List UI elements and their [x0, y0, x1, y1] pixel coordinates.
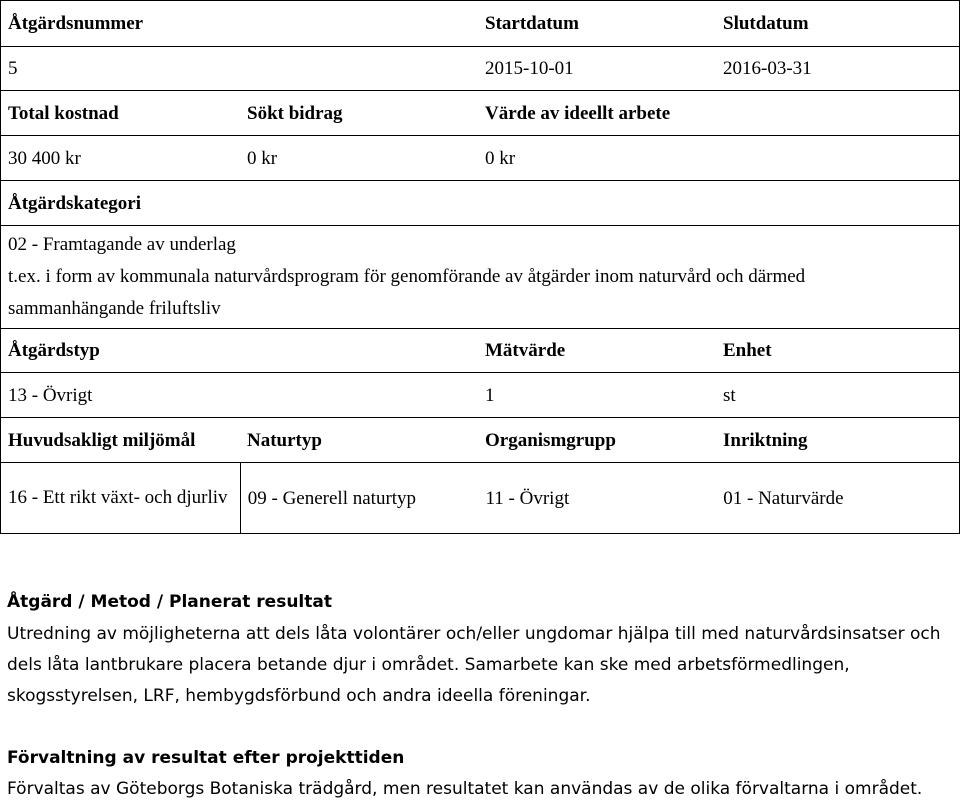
header-row-typ — [1, 329, 959, 373]
header-row-costs — [1, 91, 959, 136]
value-row-dates — [1, 47, 959, 91]
header-organismgrupp: Organismgrupp — [485, 429, 616, 451]
value-row-costs — [1, 136, 959, 181]
header-atgardstyp: Åtgärdstyp — [8, 340, 100, 361]
header-miljomal: Huvudsakligt miljömål — [8, 429, 196, 451]
value-atgardstyp: 13 - Övrigt — [8, 384, 93, 406]
value-atgardskategori — [1, 226, 957, 328]
header-inriktning: Inriktning — [723, 429, 808, 451]
value-organismgrupp: 11 - Övrigt — [485, 487, 570, 509]
value-inriktning: 01 - Naturvärde — [723, 487, 844, 509]
header-enhet: Enhet — [723, 340, 772, 361]
value-total-kostnad: 30 400 kr — [8, 147, 81, 169]
value-startdatum: 2015-10-01 — [485, 58, 574, 79]
value-matvarde: 1 — [485, 384, 495, 406]
header-spacer — [240, 1, 478, 46]
kategori-description: t.ex. i form av kommunala naturvårdsprogram för genomförande av åtgärder inom naturvård och därmed sammanhängande friluftsliv — [8, 266, 806, 319]
metod-title: Åtgärd / Metod / Planerat resultat — [7, 592, 332, 612]
forvaltning-text: Förvaltas av Göteborgs Botaniska trädgård, men resultatet kan användas av de olika förvaltarna i området. — [7, 779, 923, 799]
value-enhet: st — [723, 384, 736, 406]
value-row-typ — [1, 373, 959, 418]
header-row-miljo — [1, 418, 959, 463]
header-varde-ideellt: Värde av ideellt arbete — [485, 102, 671, 124]
value-miljomal: 16 - Ett rikt växt- och djurliv — [1, 463, 241, 533]
value-row-kategori — [1, 226, 959, 329]
kategori-code: 02 - Framtagande av underlag — [8, 234, 236, 255]
header-matvarde: Mätvärde — [485, 340, 566, 361]
header-startdatum: Startdatum — [485, 13, 579, 34]
metod-text: Utredning av möjligheterna att dels låta volontärer och/eller ungdomar hjälpa till med naturvårdsinsatser och dels låta lantbrukare placera betande djur i området. Samarbete kan ske med arbetsförmedlingen, skogsstyrelsen, LRF, hembygdsförbund och andra ideella föreningar. — [7, 624, 941, 706]
header-sokt-bidrag: Sökt bidrag — [247, 102, 343, 124]
header-slutdatum: Slutdatum — [723, 13, 809, 34]
header-total-kostnad: Total kostnad — [8, 102, 119, 124]
value-slutdatum: 2016-03-31 — [723, 58, 812, 79]
value-varde-ideellt: 0 kr — [485, 147, 516, 169]
header-atgardskategori: Åtgärdskategori — [8, 192, 141, 214]
forvaltning-title: Förvaltning av resultat efter projekttiden — [7, 748, 405, 768]
header-naturtyp: Naturtyp — [247, 429, 322, 451]
header-row-dates — [1, 1, 959, 47]
header-atgardsnummer: Åtgärdsnummer — [8, 13, 144, 34]
value-spacer — [240, 47, 478, 90]
value-naturtyp: 09 - Generell naturtyp — [247, 487, 417, 509]
value-atgardsnummer: 5 — [8, 58, 18, 79]
value-sokt-bidrag: 0 kr — [247, 147, 278, 169]
header-row-kategori — [1, 181, 959, 226]
value-row-miljo — [1, 463, 959, 533]
